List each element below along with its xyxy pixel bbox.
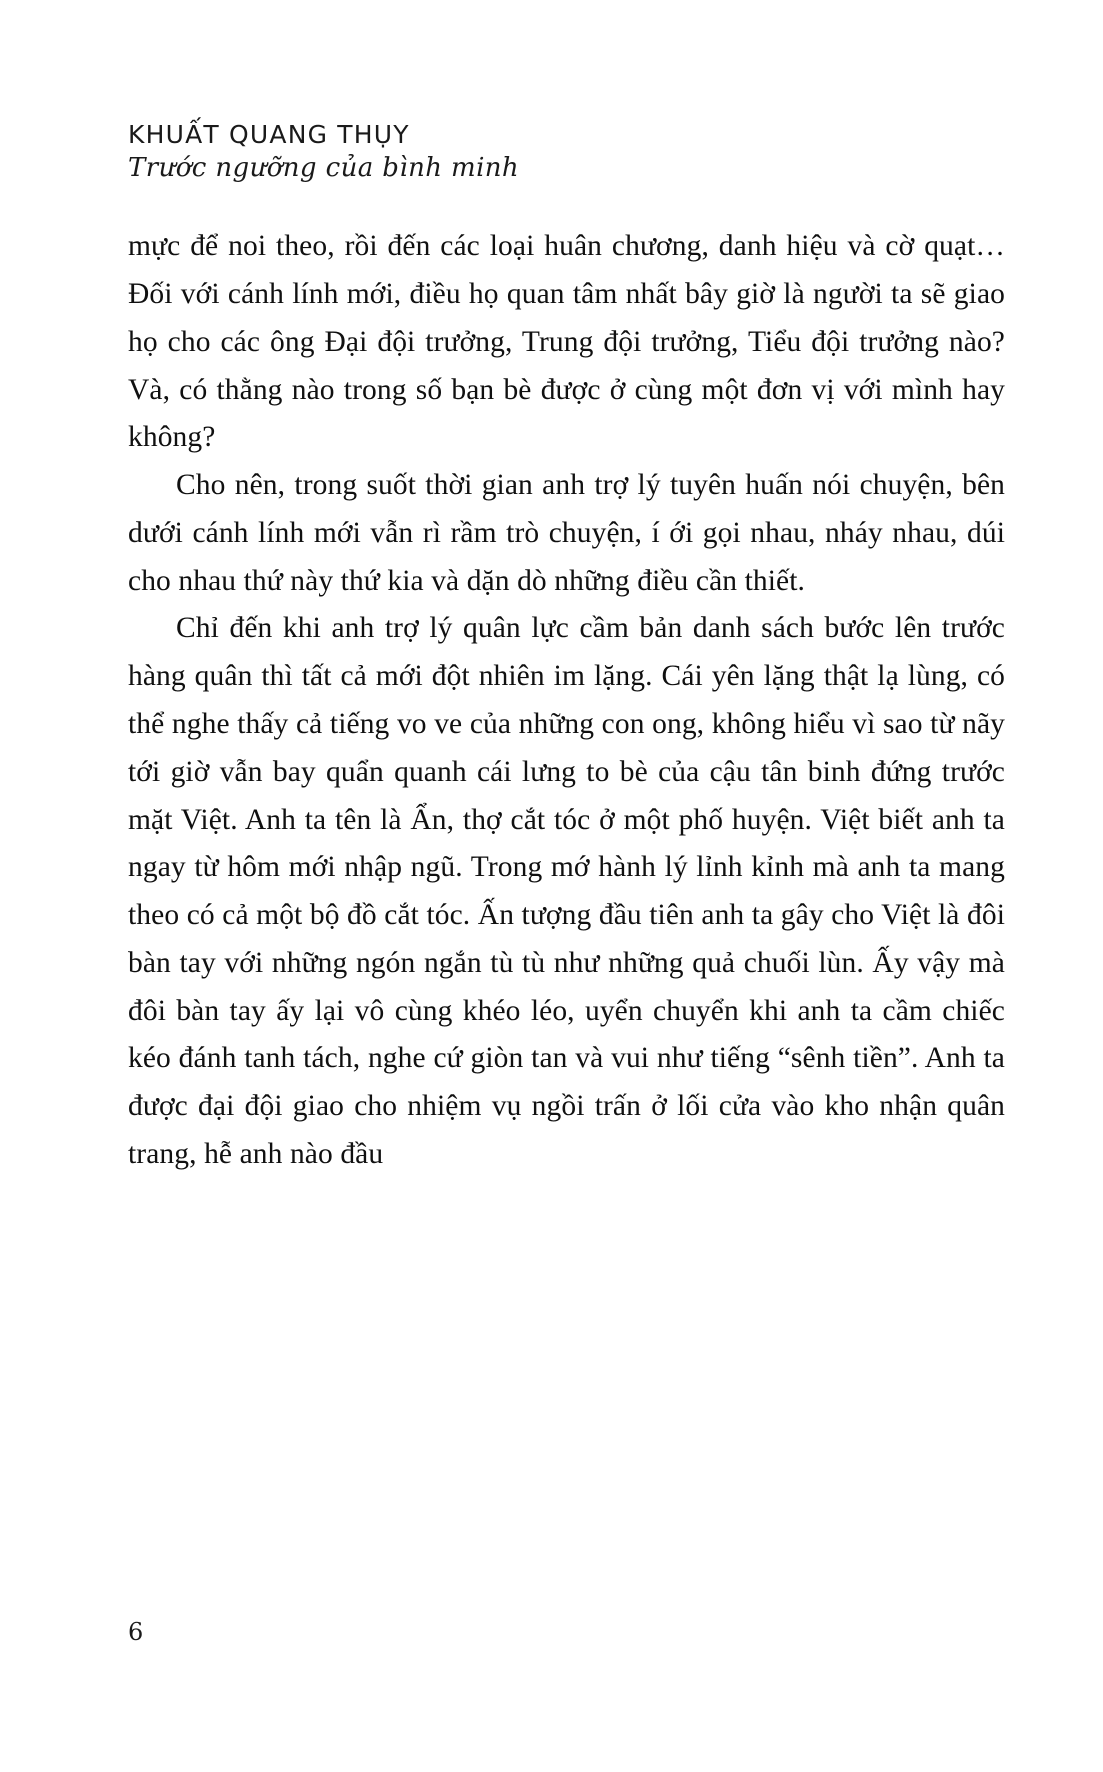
paragraph: Cho nên, trong suốt thời gian anh trợ lý tuyên huấn nói chuyện, bên dưới cánh lính mới vẫn rì rầm trò chuyện, í ới gọi nhau, nháy nhau, dúi cho nhau thứ này thứ kia và dặn dò những điều cần thiết. [128, 469, 1005, 597]
paragraph: mực để noi theo, rồi đến các loại huân chương, danh hiệu và cờ quạt… Đối với cánh lính mới, điều họ quan tâm nhất bây giờ là người ta sẽ giao họ cho các ông Đại đội trưởng, Trung đội trưởng, Tiểu đội trưởng nào? Và, có thằng nào trong số bạn bè được ở cùng một đơn vị với mình hay không? [128, 230, 1005, 454]
page-number: 6 [128, 1618, 144, 1646]
header-author: KHUẤT QUANG THỤY [128, 120, 410, 149]
page-body [128, 223, 1005, 1179]
paragraph: Chỉ đến khi anh trợ lý quân lực cầm bản danh sách bước lên trước hàng quân thì tất cả mới đột nhiên im lặng. Cái yên lặng thật lạ lùng, có thể nghe thấy cả tiếng vo ve của những con ong, không hiểu vì sao từ nãy tới giờ vẫn bay quẩn quanh cái lưng to bè của cậu tân binh đứng trước mặt Việt. Anh ta tên là Ẩn, thợ cắt tóc ở một phố huyện. Việt biết anh ta ngay từ hôm mới nhập ngũ. Trong mớ hành lý lỉnh kỉnh mà anh ta mang theo có cả một bộ đồ cắt tóc. Ấn tượng đầu tiên anh ta gây cho Việt là đôi bàn tay với những ngón ngắn tù tù như những quả chuối lùn. Ấy vậy mà đôi bàn tay ấy lại vô cùng khéo léo, uyển chuyển khi anh ta cầm chiếc kéo đánh tanh tách, nghe cứ giòn tan và vui như tiếng “sênh tiền”. Anh ta được đại đội giao cho nhiệm vụ ngồi trấn ở lối cửa vào kho nhận quân trang, hễ anh nào đầu [128, 612, 1005, 1171]
page-header [128, 120, 1005, 183]
header-book-title: Trước ngưỡng của bình minh [128, 152, 520, 183]
